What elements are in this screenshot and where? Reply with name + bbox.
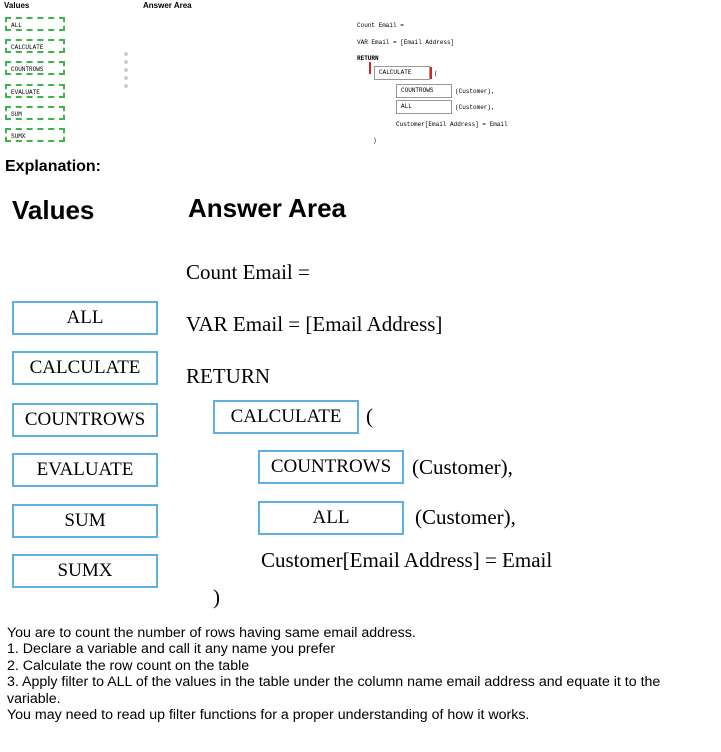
value-sumx[interactable]: SUMX (12, 554, 158, 588)
thumb-value-sum[interactable]: SUM (5, 106, 65, 120)
thumb-code-line-3: RETURN (357, 55, 379, 62)
explanation-label: Explanation: (5, 158, 102, 175)
answer-slot-3[interactable]: ALL (258, 501, 404, 535)
code-line-close-paren: ) (213, 585, 220, 609)
values-title: Values (12, 195, 95, 225)
thumb-slot-3-suffix: (Customer), (455, 104, 495, 111)
thumb-code-line-1: Count Email = (357, 22, 404, 29)
answer-slot-1-suffix: ( (366, 404, 373, 428)
thumb-values-header: Values (4, 1, 30, 10)
code-line-var: VAR Email = [Email Address] (186, 312, 443, 336)
note-line: 2. Calculate the row count on the table (7, 657, 250, 674)
thumb-slot-1[interactable]: CALCULATE (374, 66, 430, 80)
thumb-red-cursor (430, 67, 432, 79)
thumb-value-sumx[interactable]: SUMX (5, 128, 65, 142)
note-line: 3. Apply filter to ALL of the values in the table under the column name email address and equate it to the variable. (7, 674, 661, 707)
thumb-code-line-8: ) (373, 137, 377, 144)
question-thumbnail (0, 0, 620, 148)
thumb-slot-2-suffix: (Customer), (455, 88, 495, 95)
answer-slot-2-suffix: (Customer), (412, 455, 513, 479)
thumb-code-line-7: Customer[Email Address] = Email (396, 121, 508, 128)
note-line: You may need to read up filter functions for a proper understanding of how it works. (7, 707, 530, 724)
thumb-value-calculate[interactable]: CALCULATE (5, 39, 65, 53)
answer-slot-1[interactable]: CALCULATE (213, 400, 359, 434)
thumb-red-marker (369, 62, 371, 74)
answer-area-title: Answer Area (188, 193, 346, 223)
drag-handle-icon[interactable] (124, 52, 128, 92)
answer-slot-2[interactable]: COUNTROWS (258, 450, 404, 484)
note-line: You are to count the number of rows having same email address. (7, 625, 416, 641)
code-line-filter: Customer[Email Address] = Email (261, 548, 553, 572)
value-sum[interactable]: SUM (12, 504, 158, 538)
value-calculate[interactable]: CALCULATE (12, 351, 158, 385)
answer-slot-3-suffix: (Customer), (415, 505, 516, 529)
code-line-return: RETURN (186, 364, 270, 388)
value-countrows[interactable]: COUNTROWS (12, 403, 158, 437)
code-line-measure: Count Email = (186, 260, 310, 284)
thumb-slot-1-suffix: ( (434, 70, 438, 77)
value-all[interactable]: ALL (12, 301, 158, 335)
thumb-value-all[interactable]: ALL (5, 17, 65, 31)
value-evaluate[interactable]: EVALUATE (12, 453, 158, 487)
thumb-slot-2[interactable]: COUNTROWS (396, 84, 452, 98)
thumb-slot-3[interactable]: ALL (396, 100, 452, 114)
explanation-notes (7, 625, 712, 723)
thumb-code-line-2: VAR Email = [Email Address] (357, 39, 455, 46)
thumb-value-evaluate[interactable]: EVALUATE (5, 84, 65, 98)
thumb-value-countrows[interactable]: COUNTROWS (5, 61, 65, 75)
note-line: 1. Declare a variable and call it any name you prefer (7, 641, 336, 658)
thumb-answer-header: Answer Area (143, 1, 192, 10)
